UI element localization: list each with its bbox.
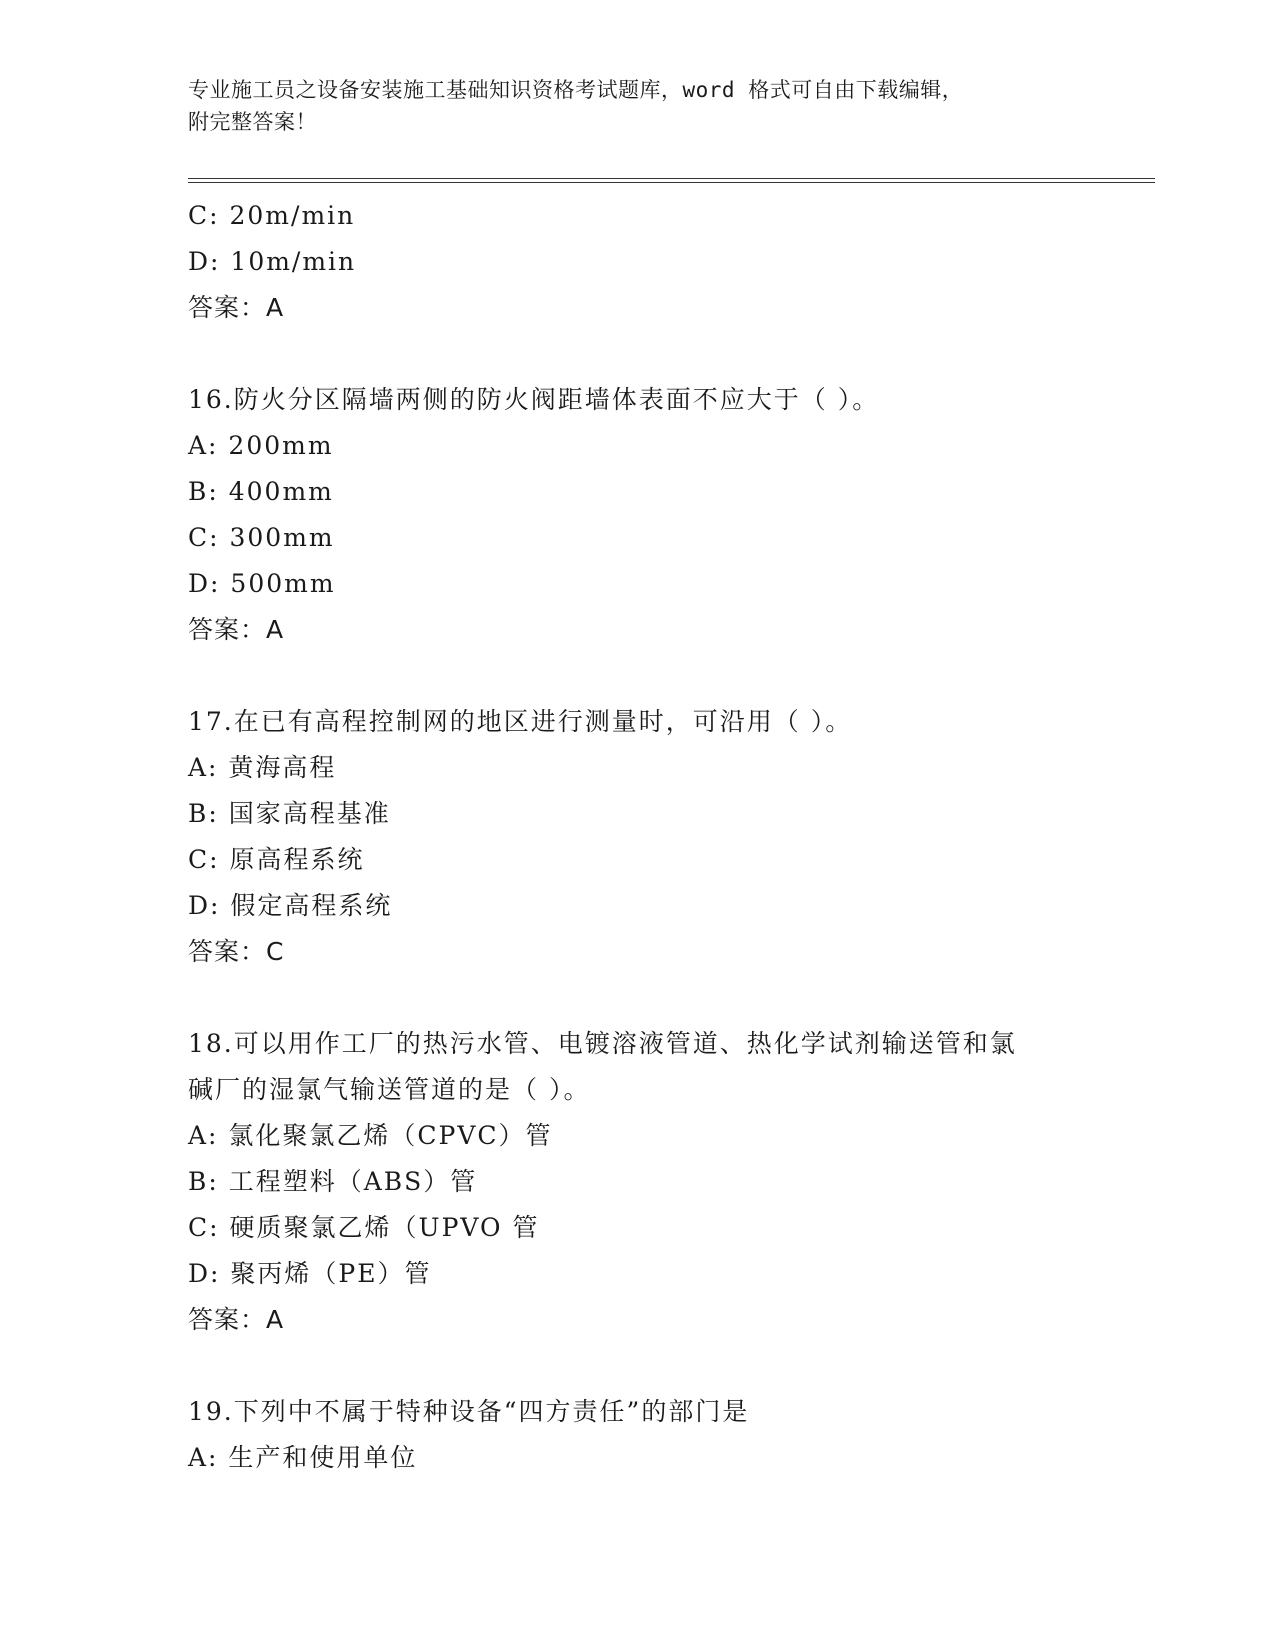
question-list <box>188 193 1108 1481</box>
question-text-line-2: 碱厂的湿氯气输送管道的是（ ）。 <box>188 1075 591 1104</box>
option-c: C: 原高程系统 <box>188 845 365 874</box>
option-d: D: 假定高程系统 <box>188 891 393 920</box>
question-text: 19.下列中不属于特种设备“四方责任”的部门是 <box>188 1397 750 1426</box>
option-d: D: 聚丙烯（PE）管 <box>188 1259 432 1288</box>
question-16 <box>188 377 1108 653</box>
spacer <box>188 331 1108 377</box>
header-divider-top <box>188 178 1155 179</box>
option-b: B: 国家高程基准 <box>188 799 391 828</box>
answer-line: 答案：A <box>188 1305 285 1334</box>
document-header <box>188 74 1088 138</box>
spacer <box>188 975 1108 1021</box>
question-15-tail <box>188 193 1108 331</box>
option-c: C: 硬质聚氯乙烯（UPVO 管 <box>188 1213 540 1242</box>
question-17 <box>188 699 1108 975</box>
option-c: C: 20m/min <box>188 201 356 230</box>
option-d: D: 500mm <box>188 569 336 598</box>
header-divider-bottom <box>188 182 1155 183</box>
question-text-line-1: 18.可以用作工厂的热污水管、电镀溶液管道、热化学试剂输送管和氯 <box>188 1029 1017 1058</box>
question-text: 16.防火分区隔墙两侧的防火阀距墙体表面不应大于（ ）。 <box>188 385 880 414</box>
answer-line: 答案：A <box>188 615 285 644</box>
option-d: D: 10m/min <box>188 247 357 276</box>
spacer <box>188 653 1108 699</box>
question-18 <box>188 1021 1108 1343</box>
option-c: C: 300mm <box>188 523 335 552</box>
option-a: A: 200mm <box>188 431 334 460</box>
option-a: A: 生产和使用单位 <box>188 1443 418 1472</box>
header-line-1: 专业施工员之设备安装施工基础知识资格考试题库，word 格式可自由下载编辑， <box>188 78 964 102</box>
answer-line: 答案：C <box>188 937 285 966</box>
option-a: A: 氯化聚氯乙烯（CPVC）管 <box>188 1121 553 1150</box>
spacer <box>188 1343 1108 1389</box>
option-b: B: 400mm <box>188 477 334 506</box>
option-a: A: 黄海高程 <box>188 753 337 782</box>
question-19 <box>188 1389 1108 1481</box>
header-line-2: 附完整答案！ <box>188 110 317 134</box>
question-text: 17.在已有高程控制网的地区进行测量时，可沿用（ ）。 <box>188 707 853 736</box>
option-b: B: 工程塑料（ABS）管 <box>188 1167 478 1196</box>
answer-line: 答案：A <box>188 293 285 322</box>
